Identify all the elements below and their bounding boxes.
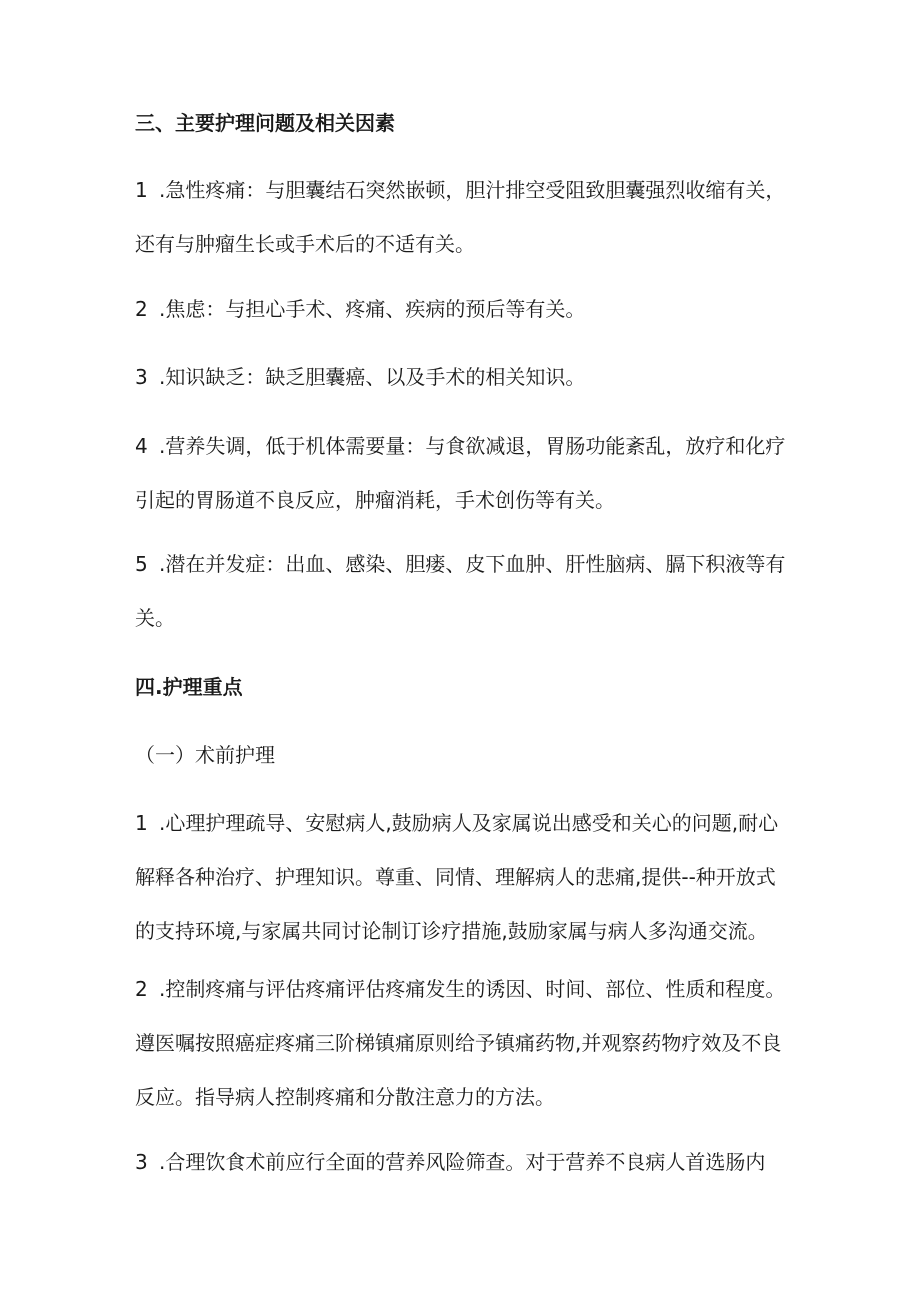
item-line: 的支持环境,与家属共同讨论制订诊疗措施,鼓励家属与病人多沟通交流。	[135, 919, 768, 943]
item-line: 反应。指导病人控制疼痛和分散注意力的方法。	[135, 1085, 555, 1109]
item-number: 4	[135, 434, 148, 458]
list-item	[135, 1135, 795, 1189]
list-item	[135, 350, 795, 404]
item-line: 解释各种治疗、护理知识。尊重、同情、理解病人的悲痛,提供--种开放式	[135, 865, 776, 889]
subsection-heading: （一）术前护理	[135, 743, 275, 767]
list-item	[135, 163, 795, 271]
section-4-heading: 四.护理重点	[135, 675, 243, 699]
item-line: 5 .潜在并发症：出血、感染、胆瘘、皮下血肿、肝性脑病、膈下积液等有	[135, 537, 795, 591]
item-line: 引起的胃肠道不良反应，肿瘤消耗，手术创伤等有关。	[135, 488, 615, 512]
item-number: 3	[135, 365, 148, 389]
section-3-heading: 三、主要护理问题及相关因素	[135, 111, 395, 135]
item-line: 3 .知识缺乏：缺乏胆囊癌、以及手术的相关知识。	[135, 350, 795, 404]
list-item	[135, 796, 795, 958]
item-line: 1 .心理护理疏导、安慰病人,鼓励病人及家属说出感受和关心的问题,耐心	[135, 796, 795, 850]
list-item	[135, 419, 795, 527]
item-line: 还有与肿瘤生长或手术后的不适有关。	[135, 232, 475, 256]
item-line: 3 .合理饮食术前应行全面的营养风险筛查。对于营养不良病人首选肠内	[135, 1135, 795, 1189]
item-line: 2 .控制疼痛与评估疼痛评估疼痛发生的诱因、时间、部位、性质和程度。	[135, 962, 795, 1016]
item-number: 2	[135, 977, 148, 1001]
list-item	[135, 282, 795, 336]
item-line: 4 .营养失调，低于机体需要量：与食欲减退，胃肠功能紊乱，放疗和化疗	[135, 419, 795, 473]
item-number: 1	[135, 811, 148, 835]
item-number: 1	[135, 178, 148, 202]
list-item	[135, 962, 795, 1124]
item-line: 1 .急性疼痛：与胆囊结石突然嵌顿，胆汁排空受阻致胆囊强烈收缩有关，	[135, 163, 795, 217]
item-number: 5	[135, 552, 148, 576]
list-item	[135, 537, 795, 645]
item-line: 关。	[135, 606, 175, 630]
item-number: 3	[135, 1150, 148, 1174]
item-line: 遵医嘱按照癌症疼痛三阶梯镇痛原则给予镇痛药物,并观察药物疗效及不良	[135, 1031, 782, 1055]
item-line: 2 .焦虑：与担心手术、疼痛、疾病的预后等有关。	[135, 282, 795, 336]
item-number: 2	[135, 297, 148, 321]
